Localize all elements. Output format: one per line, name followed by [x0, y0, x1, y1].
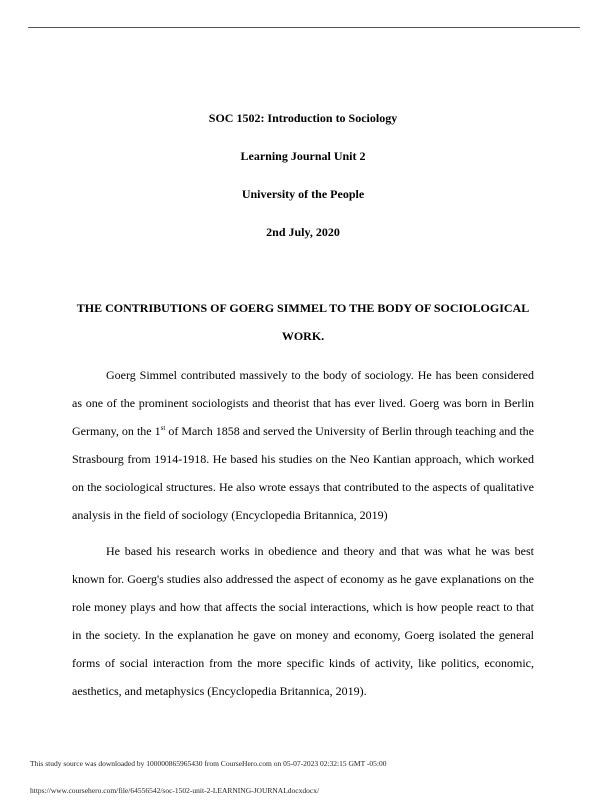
ordinal-suffix: st — [160, 424, 166, 432]
top-rule — [28, 27, 580, 28]
paragraph-1-text-a: Goerg Simmel contributed massively to the body of sociology. He has been considered as one of the prominent sociologists and theorist that has ever lived. Goerg was born in Berlin Germany, on the 1 — [72, 368, 534, 438]
course-title: SOC 1502: Introduction to Sociology — [208, 111, 398, 125]
assignment-title: Learning Journal Unit 2 — [240, 149, 366, 163]
paragraph-1-text-b: of March 1858 and served the University of Berlin through teaching and the Strasbourg from 1914-1918. He based his studies on the Neo Kantian approach, which worked on the sociological structures. He also wrote essays that contributed to the aspects of qualitative analysis in the field of sociology (Encyclopedia Britannica, 2019) — [72, 424, 535, 522]
download-note: This study source was downloaded by 100000865965430 from CourseHero.com on 05-07-2023 02:32:15 GMT -05:00 — [30, 759, 387, 768]
source-url[interactable]: https://www.coursehero.com/file/64556542/soc-1502-unit-2-LEARNING-JOURNALdocxdocx/ — [30, 786, 320, 795]
document-date: 2nd July, 2020 — [266, 225, 340, 239]
essay-title: THE CONTRIBUTIONS OF GOERG SIMMEL TO THE BODY OF SOCIOLOGICAL WORK. — [76, 301, 530, 343]
paragraph-2: He based his research works in obedience and theory and that was what he was best known for. Goerg's studies also addressed the aspect of economy as he gave explanations on the role money plays and how that affects the social interactions, which is how people react to that in the society. In the explanation he gave on money and economy, Goerg isolated the general forms of social interaction from the more specific kinds of activity, like politics, economic, aesthetics, and metaphysics (Encyclopedia Britannica, 2019). — [72, 544, 534, 698]
university-name: University of the People — [241, 187, 365, 201]
paragraph-1 — [72, 361, 534, 529]
